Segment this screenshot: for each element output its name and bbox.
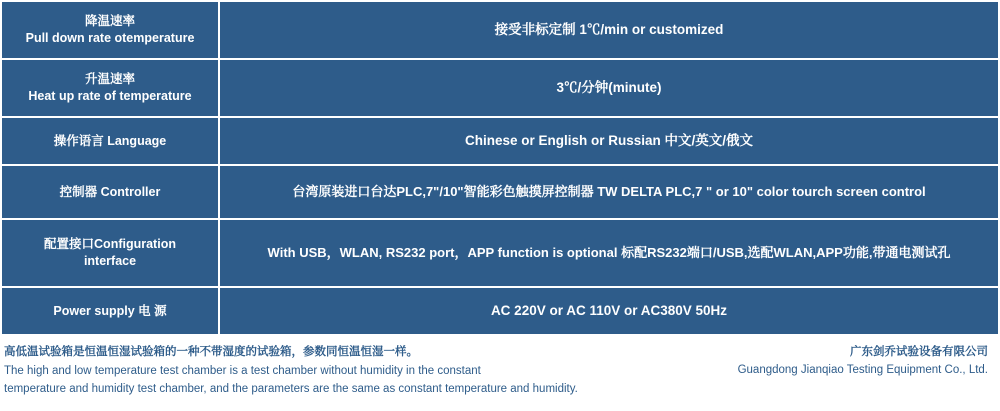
table-row <box>1 1 999 59</box>
row-value-language: Chinese or English or Russian 中文/英文/俄文 <box>219 117 999 165</box>
row-value-power-supply: AC 220V or AC 110V or AC380V 50Hz <box>219 287 999 335</box>
row-value-pull-down-rate: 接受非标定制 1℃/min or customized <box>219 1 999 59</box>
footer-description-cn: 高低温试验箱是恒温恒湿试验箱的一种不带湿度的试验箱，参数同恒温恒湿一样。 <box>4 346 418 358</box>
row-value-controller: 台湾原装进口台达PLC,7"/10"智能彩色触摸屏控制器 TW DELTA PLC,7 " or 10" color tourch screen control <box>219 165 999 219</box>
row-label-pull-down-rate <box>1 1 219 59</box>
footer-description-en-1: The high and low temperature test chamber is a test chamber without humidity in the constant <box>4 364 481 377</box>
table-row <box>1 219 999 287</box>
footer-description-en-2: temperature and humidity test chamber, and the parameters are the same as constant temperature and humidity. <box>4 382 578 395</box>
table-row <box>1 287 999 335</box>
label-cn: Power supply 电 源 <box>53 303 167 318</box>
label-cn: 操作语言 Language <box>53 133 167 148</box>
label-en: interface <box>83 254 137 268</box>
row-value-heat-up-rate: 3℃/分钟(minute) <box>219 59 999 117</box>
company-name-cn: 广东剑乔试验设备有限公司 <box>850 346 988 358</box>
company-name-en: Guangdong Jianqiao Testing Equipment Co., Ltd. <box>737 363 988 376</box>
label-en: Heat up rate of temperature <box>28 89 192 103</box>
company-info <box>738 344 994 380</box>
row-label-controller <box>1 165 219 219</box>
row-label-power-supply <box>1 287 219 335</box>
table-row <box>1 59 999 117</box>
row-label-language <box>1 117 219 165</box>
row-label-configuration-interface <box>1 219 219 287</box>
footer <box>0 336 1000 398</box>
footer-description <box>4 344 578 398</box>
table-row <box>1 165 999 219</box>
label-en: Pull down rate otemperature <box>25 31 195 45</box>
label-cn: 控制器 Controller <box>59 184 161 199</box>
row-label-heat-up-rate <box>1 59 219 117</box>
label-cn: 配置接口Configuration <box>44 237 176 252</box>
label-cn: 降温速率 <box>84 14 135 29</box>
row-value-configuration-interface: With USB，WLAN, RS232 port，APP function is optional 标配RS232端口/USB,选配WLAN,APP功能,带通电测试孔 <box>219 219 999 287</box>
label-cn: 升温速率 <box>84 72 135 87</box>
table-row <box>1 117 999 165</box>
